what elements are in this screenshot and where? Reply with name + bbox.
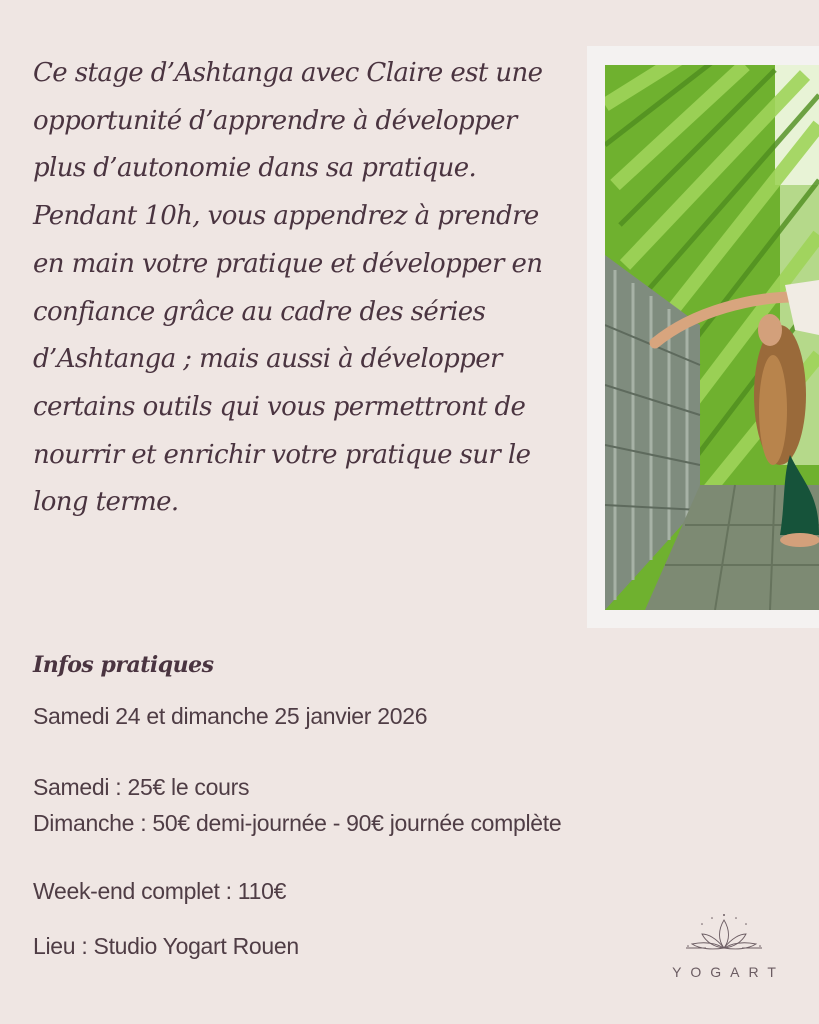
intro-line: confiance grâce au cadre des séries [33, 296, 486, 327]
intro-line: Pendant 10h, vous appendrez à prendre [33, 201, 539, 232]
event-dates: Samedi 24 et dimanche 25 janvier 2026 [33, 703, 428, 729]
price-saturday: Samedi : 25€ le cours [33, 774, 250, 800]
infos-title: Infos pratiques [33, 652, 214, 678]
location: Lieu : Studio Yogart Rouen [33, 933, 299, 959]
photo-frame [587, 46, 819, 628]
price-weekend: Week-end complet : 110€ [33, 878, 287, 904]
lotus-icon [682, 912, 766, 958]
intro-line: long terme. [33, 487, 179, 518]
intro-line: en main votre pratique et développer en [33, 248, 543, 279]
intro-paragraph [33, 50, 573, 527]
logo-text: YOGART [672, 964, 785, 980]
intro-line: d’Ashtanga ; mais aussi à développer [33, 344, 502, 375]
intro-line: Ce stage d’Ashtanga avec Claire est une [33, 58, 543, 88]
intro-line: plus d’autonomie dans sa pratique. [33, 153, 477, 184]
yoga-backbend-photo [605, 65, 819, 610]
price-sunday: Dimanche : 50€ demi-journée - 90€ journée complète [33, 810, 562, 836]
intro-line: opportunité d’apprendre à développer [33, 105, 517, 136]
intro-line: nourrir et enrichir votre pratique sur le [33, 439, 531, 470]
yogart-logo [660, 912, 788, 992]
intro-line: certains outils qui vous permettront de [33, 391, 526, 422]
